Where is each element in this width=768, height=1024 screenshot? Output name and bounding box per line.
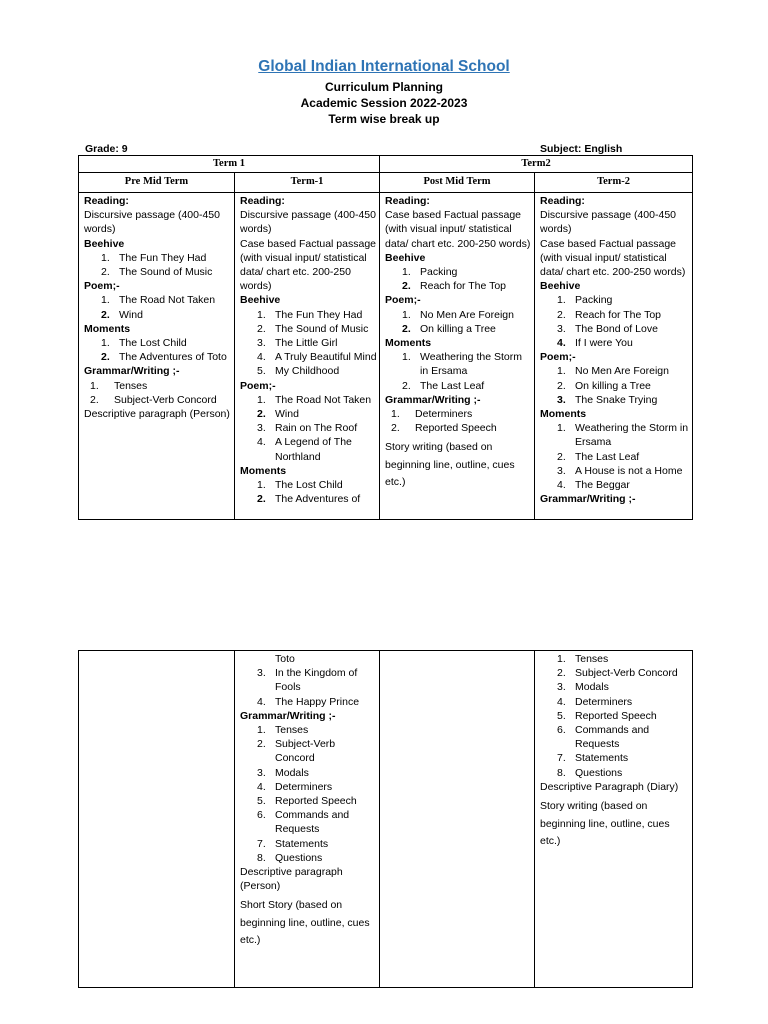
list-item: 2. The Sound of Music — [101, 266, 213, 279]
plan-title: Curriculum Planning — [324, 80, 443, 94]
continued-text: Toto — [275, 653, 295, 665]
list-item: 1. The Road Not Taken — [257, 393, 372, 406]
list-item: 1. The Fun They Had — [101, 251, 207, 264]
reading-item: Case based Factual passage (with visual input/ statistical data/ chart etc. 200-250 words) — [540, 237, 686, 279]
moments-list — [240, 478, 377, 506]
list-item: 2. Wind — [101, 308, 143, 321]
list-item: 1. Determiners — [391, 408, 473, 421]
list-item: 4. The Happy Prince — [257, 695, 360, 708]
post-mid-term-cell — [380, 193, 535, 520]
section-heading: Reading: — [84, 195, 129, 207]
list-item: 1. Packing — [402, 266, 458, 279]
writing-item: Descriptive paragraph (Person) — [240, 866, 343, 893]
subject-label: Subject: English — [540, 143, 623, 155]
term-1-cell-cont — [235, 651, 380, 988]
list-item: 2. The Last Leaf — [402, 379, 485, 392]
list-item: 4. If I were You — [557, 337, 633, 350]
term-2-cell — [535, 193, 693, 520]
list-item: 3. The Bond of Love — [557, 322, 658, 335]
section-heading: Beehive — [84, 237, 125, 250]
list-item: 1. The Fun They Had — [257, 308, 363, 321]
poem-list — [84, 293, 232, 321]
list-item: 1. Tenses — [90, 379, 148, 392]
list-item: 5. Reported Speech — [557, 709, 657, 722]
list-item: 2. Reported Speech — [391, 422, 497, 435]
list-item: 7. Statements — [557, 752, 629, 765]
list-item: 2. The Adventures of — [257, 493, 361, 506]
list-item: 4. A Legend of The Northland — [257, 436, 352, 463]
section-heading: Poem;- — [540, 351, 576, 364]
term-2-cell-cont — [535, 651, 693, 988]
list-item: 3. The Little Girl — [257, 337, 338, 350]
document-header — [0, 57, 768, 127]
pre-mid-term-cell-cont — [79, 651, 235, 988]
section-heading: Beehive — [240, 294, 281, 307]
list-item: 4. The Beggar — [557, 479, 630, 492]
section-heading: Grammar/Writing ;- — [540, 493, 636, 506]
section-heading: Beehive — [385, 251, 426, 264]
list-item: 2. Subject-Verb Concord — [257, 738, 336, 765]
section-heading: Moments — [540, 408, 587, 421]
list-item: 4. A Truly Beautiful Mind — [257, 351, 377, 364]
list-item: 1. Tenses — [557, 653, 609, 665]
list-item: 3. The Snake Trying — [557, 393, 658, 406]
writing-item: Story writing (based on beginning line, outline, cues etc.) — [540, 800, 670, 848]
pre-mid-term-cell — [79, 193, 235, 520]
reading-item: Case based Factual passage (with visual input/ statistical data/ chart etc. 200-250 words) — [385, 209, 531, 250]
reading-item: Discursive passage (400-450 words) — [84, 209, 220, 236]
list-item: 4. Determiners — [257, 780, 333, 793]
list-item: 2. Wind — [257, 408, 299, 421]
section-heading: Reading: — [385, 195, 430, 207]
list-item: 3. A House is not a Home — [557, 464, 683, 477]
term-1-cell — [235, 193, 380, 520]
list-item: 3. Rain on The Roof — [257, 422, 358, 435]
list-item: 1. Weathering the Storm in Ersama — [557, 422, 689, 449]
poem-list — [240, 393, 377, 464]
list-item: 2. The Last Leaf — [557, 450, 640, 463]
beehive-list — [385, 265, 532, 293]
moments-list — [540, 421, 690, 492]
grammar-list — [240, 723, 377, 865]
curriculum-table-page1 — [78, 155, 693, 520]
school-name: Global Indian International School — [258, 58, 510, 75]
list-item: 2. The Sound of Music — [257, 322, 369, 335]
moments-list — [385, 350, 532, 393]
section-heading: Grammar/Writing ;- — [240, 709, 336, 722]
list-item: 6. Commands and Requests — [557, 724, 650, 751]
list-item: 2. On killing a Tree — [557, 379, 651, 392]
list-item: 2. Subject-Verb Concord — [557, 667, 678, 680]
grammar-list — [540, 652, 690, 780]
list-item: 5. Reported Speech — [257, 795, 357, 808]
academic-session: Academic Session 2022-2023 — [300, 96, 468, 110]
term2-header: Term2 — [380, 156, 693, 173]
section-heading: Reading: — [540, 195, 585, 207]
list-item: 8. Questions — [257, 851, 323, 864]
section-heading: Beehive — [540, 280, 581, 293]
grammar-list — [84, 379, 232, 407]
list-item: 2. On killing a Tree — [402, 322, 496, 335]
beehive-list — [84, 251, 232, 279]
col-term-1: Term-1 — [235, 173, 380, 193]
writing-item: Descriptive paragraph (Person) — [84, 408, 230, 421]
list-item: 3. In the Kingdom of Fools — [257, 667, 358, 694]
list-item: 1. The Lost Child — [257, 479, 343, 492]
beehive-list — [540, 293, 690, 350]
list-item: 2. The Adventures of Toto — [101, 351, 227, 364]
col-term-2: Term-2 — [535, 173, 693, 193]
list-item: 5. My Childhood — [257, 365, 340, 378]
post-mid-term-cell-cont — [380, 651, 535, 988]
writing-item: Descriptive Paragraph (Diary) — [540, 780, 679, 793]
curriculum-table-page2 — [78, 650, 693, 988]
reading-item: Case based Factual passage (with visual input/ statistical data/ chart etc. 200-250 words) — [240, 237, 377, 293]
reading-item: Discursive passage (400-450 words) — [240, 209, 376, 236]
list-item: 3. Modals — [257, 766, 309, 779]
section-heading: Grammar/Writing ;- — [84, 365, 180, 378]
poem-list — [540, 364, 690, 407]
list-item: 1. Weathering the Storm in Ersama — [402, 351, 522, 378]
section-heading: Reading: — [240, 195, 285, 207]
grammar-list — [385, 407, 532, 435]
col-post-mid-term: Post Mid Term — [380, 173, 535, 193]
list-item: 7. Statements — [257, 837, 329, 850]
list-item: 1. Tenses — [257, 724, 309, 737]
list-item: 1. No Men Are Foreign — [402, 308, 514, 321]
list-item: 2. Reach for The Top — [557, 308, 662, 321]
beehive-list — [240, 308, 377, 379]
writing-item: Story writing (based on beginning line, outline, cues etc.) — [385, 441, 515, 489]
section-heading: Moments — [240, 464, 287, 477]
list-item: 1. Packing — [557, 294, 613, 307]
list-item: 6. Commands and Requests — [257, 809, 350, 836]
moments-list — [84, 336, 232, 364]
list-item: 2. Reach for The Top — [402, 280, 507, 293]
moments-list-cont — [240, 666, 377, 709]
col-pre-mid-term: Pre Mid Term — [79, 173, 235, 193]
grade-label: Grade: 9 — [85, 143, 128, 155]
list-item: 1. No Men Are Foreign — [557, 365, 669, 378]
list-item: 3. Modals — [557, 681, 609, 694]
section-heading: Moments — [385, 337, 432, 350]
list-item: 1. The Lost Child — [101, 337, 187, 350]
list-item: 2. Subject-Verb Concord — [90, 393, 217, 406]
term1-header: Term 1 — [79, 156, 380, 173]
writing-item: Short Story (based on beginning line, outline, cues etc.) — [240, 899, 370, 947]
poem-list — [385, 308, 532, 336]
section-heading: Poem;- — [84, 280, 120, 293]
breakup-title: Term wise break up — [328, 112, 440, 126]
section-heading: Poem;- — [385, 294, 421, 307]
section-heading: Moments — [84, 322, 131, 335]
list-item: 8. Questions — [557, 766, 623, 779]
section-heading: Grammar/Writing ;- — [385, 393, 481, 406]
list-item: 1. The Road Not Taken — [101, 294, 216, 307]
list-item: 4. Determiners — [557, 695, 633, 708]
section-heading: Poem;- — [240, 379, 276, 392]
reading-item: Discursive passage (400-450 words) — [540, 209, 677, 236]
